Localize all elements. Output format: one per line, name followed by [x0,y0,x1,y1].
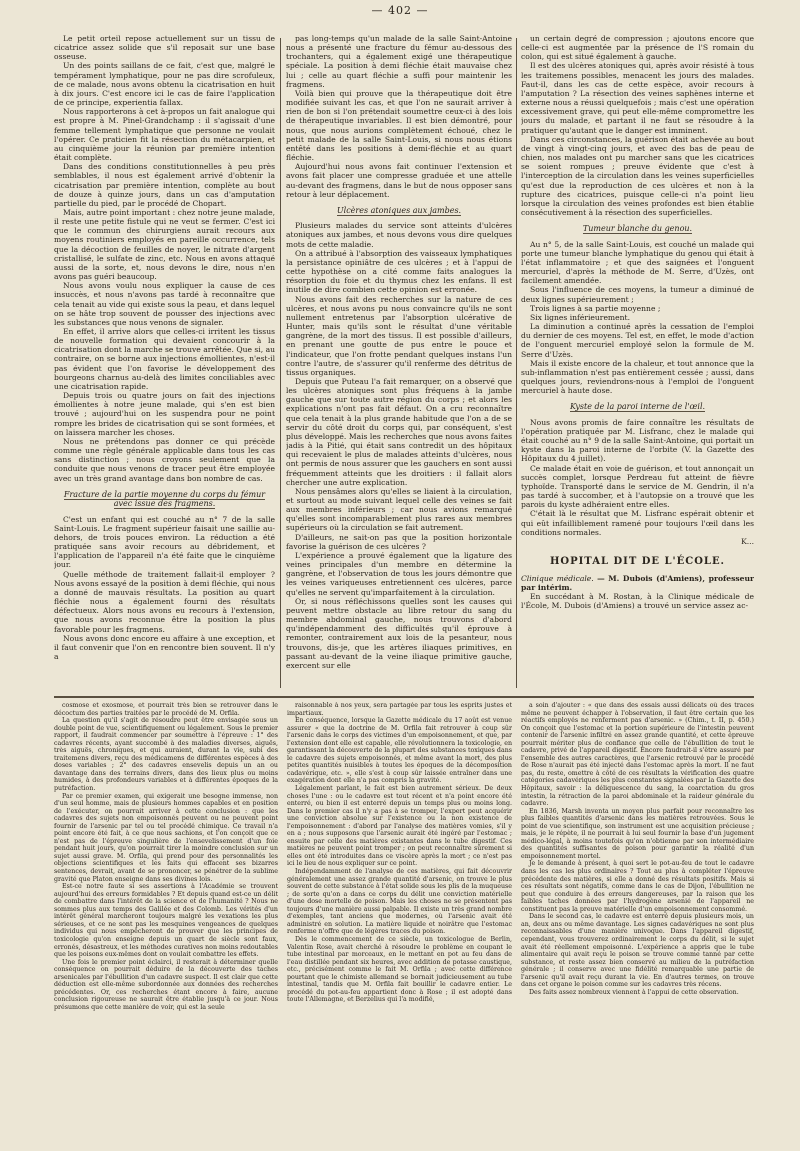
col1b-paragraphs [54,515,275,662]
paragraph: a soin d'ajouter : « que dans des essais aussi délicats où des traces même ne peuvent échapper à l'observation, il faut être certain que les réactifs employés ne renferment pas d'arsenic. » (Chim., t. II, p. 450.) On conçoit que l'estomac et la portion supérieure de l'intestin peuvent contenir de l'arsenic infiltré en assez grande quantité, et cette épreuve pourrait mériter plus de confiance que celle de l'ébullition de tout le cadavre, privé de l'appareil digestif. Encore faudrait-il s'être assuré par l'ensemble des autres caractères, que l'arsenic retrouvé par le procédé de Rose n'aurait pas été injecté dans l'estomac après la mort. Il ne faut pas, du reste, omettre à côté de ces résultats la vérification des quatre catégories cadavériques les plus constantes signalées par la Gazette des Hôpitaux, savoir : la déliquescence du sang, la coarctation du gros intestin, la rétraction de la paroi abdominale et la raideur générale du cadavre. [521,702,754,808]
bottom-column-3 [521,702,754,1144]
paragraph: Je le demande à présent, à quoi sert le pot-au-feu de tout le cadavre dans les cas les plus ordinaires ? Tout au plus à compléter l'épreuve précédente des matières, si elle a donné des résultats positifs. Mais si ces résultats sont négatifs, comme dans le cas de Dijon, l'ébullition ne peut que conduire à des erreurs dangereuses, par la raison que les faibles taches données par l'hydrogène arsenié de l'appareil ne constituent pas la preuve matérielle d'un empoisonnement consommé. [521,860,754,913]
paragraph: En succédant à M. Rostan, à la Clinique médicale de l'École, M. Dubois (d'Amiens) a trouvé un service assez ac- [521,592,754,611]
clinique-lead [521,574,754,592]
paragraph: En 1836, Marsh inventa un moyen plus parfait pour reconnaître les plus faibles quantités d'arsenic dans les matières retrouvées. Sous le point de vue scientifique, son instrument est une acquisition précieuse ; mais, je le répète, il ne pourrait à lui seul fournir la base d'un jugement médico-légal, à moins toutefois qu'on n'obtienne par son intermédiaire des quantités suffisantes de poison pour garantir la réalité d'un empoisonnement mortel. [521,807,754,860]
column-divider [516,38,517,688]
paragraph: Nous rapporterons à cet à-propos un fait analogue qui est propre à M. Pinel-Grandchamp : il s'agissait d'une femme tellement lymphatique que personne ne voulait l'opérer. Ce praticien fit la résection du métacarpien, et au cinquième jour la réunion par première intention était complète. [54,107,275,163]
paragraph: Depuis que Puteau l'a fait remarquer, on a observé que les ulcères atoniques sont plus fréquens à la jambe gauche que sur toute autre région du corps ; et alors les explications n'ont pas fait défaut. On a cru reconnaître que cela tenait à la plus grande habitude que l'on a de se servir du côté droit du corps qui, par conséquent, s'est plus développé. Mais les recherches que nous avons faites jadis à la Pitié, qui était sans contredit un des hôpitaux qui recevaient le plus de malades atteints d'ulcères, nous ont permis de nous assurer que les gauchers en sont aussi fréquemment atteints que les droitiers : il fallait alors chercher une autre explication. [286,376,512,487]
paragraph: Le petit orteil repose actuellement sur un tissu de cicatrice assez solide que s'il reposait sur une base osseuse. [54,34,275,62]
bottom-col2-paragraphs [287,702,512,1004]
paragraph: On a attribué à l'absorption des vaisseaux lymphatiques la persistance opiniâtre de ces ulcères ; et à l'appui de cette hypothèse on a cité comme faits analogues la résorption du foie et du thymus chez les enfans. Il est inutile de dire combien cette opinion est erronée. [286,248,512,295]
paragraph: Dans ces circonstances, la guérison était achevée au bout de vingt à vingt-cinq jours, et avec des bas de peau de chien, nos malades ont pu marcher sans que les cicatrices se soient rompues ; preuve évidente que c'est à l'interception de la circulation dans les veines superficielles qu'est due la reproduction de ces ulcères et non à la rupture des cicatrices, puisque celle-ci n'a point lieu lorsque la circulation des veines profondes est bien établie consécutivement à la résection des superficielles. [521,134,754,217]
paragraph: Il est des ulcères atoniques qui, après avoir résisté à tous les traitemens possibles, menacent les jours des malades. Faut-il, dans les cas de cette espèce, avoir recours à l'amputation ? La résection des veines saphènes interne et externe nous a réussi quelquefois ; mais c'est une opération excessivement grave, qui peut elle-même compromettre les jours du malade, et partant il ne faut se résoudre à la pratiquer qu'autant que le danger est imminent. [521,61,754,135]
col1-paragraphs [54,34,275,483]
paragraph: Nous avons fait des recherches sur la nature de ces ulcères, et nous avons pu nous convaincre qu'ils ne sont nullement entretenus par l'absorption ulcérative de Hunter, mais qu'ils sont le résultat d'une véritable gangrène, de la mort des tissus. Il est possible d'ailleurs, en prenant une goutte de pus entre le pouce et l'indicateur, que l'on frotte pendant quelques instans l'un contre l'autre, de s'assurer qu'il renferme des détritus de tissus organiques. [286,294,512,377]
paragraph: Or, si nous réfléchissons quelles sont les causes qui peuvent mettre obstacle au libre retour du sang du membre abdominal gauche, nous trouvons d'abord qu'indépendamment des difficultés qu'il éprouve à remonter, contrairement aux lois de la pesanteur, nous trouvons, dis-je, que les artères iliaques primitives, en passant au-devant de la veine iliaque primitive gauche, exercent sur elle [286,596,512,670]
paragraph: Nous avons donc encore eu affaire à une exception, et il faut convenir que l'on en rencontre bien souvent. Il n'y a [54,633,275,661]
paragraph: Une fois le premier point éclairci, il resterait à déterminer quelle conséquence on pourrait déduire de la découverte des taches arsenicales par l'ébullition d'un cadavre suspect. Il est clair que cette déduction est elle-même subordonnée aux données des recherches précédentes. Or, ces recherches étant encore à faire, aucune conclusion rigoureuse ne saurait être établie jusqu'à ce jour. Nous présumons que cette manière de voir, qui est la seule [54,958,278,1011]
paragraph: un certain degré de compression ; ajoutons encore que celle-ci est augmentée par la présence de l'S romain du colon, qui est situé également à gauche. [521,34,754,62]
bottom-col1-paragraphs [54,702,278,1011]
top-column-2 [286,34,512,690]
professor-line: — M. Dubois (d'Amiens), professeur par intérim. [521,573,754,593]
section-heading-tumeur-text: Tumeur blanche du genou. [582,224,693,234]
paragraph: La question qu'il s'agit de résoudre peut être envisagée sous un double point de vue, scientifiquement ou légalement. Sous le premier rapport, il faudrait commencer par soumettre à l'épreuve : 1° des cadavres récents, ayant succombé à des maladies diverses, aiguës, très aiguës, chroniques, et qui auraient, durant la vie, subi des traitemens divers, reçu des médicamens de différentes espèces à des doses variables ; 2° des cadavres ensevelis depuis un an ou davantage dans des terrains divers, dans des lieux plus ou moins humides, à des profondeurs variables et à différentes époques de la putréfaction. [54,717,278,793]
col3c-paragraphs [521,418,754,537]
section-heading-tumeur [521,224,754,234]
paragraph: Depuis trois ou quatre jours on fait des injections émollientes à notre jeune malade, qui s'en est bien trouvé ; aujourd'hui on les suspendra pour ne point rompre les brides de cicatrisation qui se sont formées, et on laissera marcher les choses. [54,391,275,437]
paragraph: Dans des conditions constitutionnelles à peu près semblables, il nous est également arrivé d'obtenir la cicatrisation par première intention, complète au bout de douze à quinze jours, dans un cas d'amputation partielle du pied, par le procédé de Chopart. [54,162,275,208]
paragraph: C'est un enfant qui est couché au n° 7 de la salle Saint-Louis. Le fragment supérieur faisait une saillie au-dehors, de trois pouces environ. La réduction a été pratiquée sans avoir recours au débridement, et l'application de l'appareil n'a été faite que le cinquième jour. [54,514,275,570]
section-heading-femur [54,490,275,509]
paragraph: Dès le commencement de ce siècle, un toxicologue de Berlin, Valentin Rose, avait cherché à résoudre le problème en coupant le tube intestinal par morceaux, en le mettant en pot au feu dans de l'eau distillée pendant six heures, avec addition de potasse caustique, etc., précisément comme le fait M. Orfila ; avec cette différence pourtant que le chimiste allemand se bornait judicieusement au tube intestinal, tandis que M. Orfila fait bouillir le cadavre entier. Le procédé du pot-au-feu appartient donc à Rose ; il est adopté dans toute l'Allemagne, et Berzelius qui l'a modifié, [287,935,512,1004]
paragraph: Légalement parlant, le fait est bien autrement sérieux. De deux choses l'une : ou le cadavre est tout récent et n'a point encore été enterré, ou bien il est enterré depuis un temps plus ou moins long. Dans le premier cas il n'y a pas à se tromper, l'expert peut acquérir une conviction absolue sur l'existence ou la non existence de l'empoisonnement : d'abord par l'analyse des matières vomies, s'il y en a ; nous supposons que l'arsenic aurait été ingéré par l'estomac ; ensuite par celle des matières existantes dans le tube digestif. Ces matières ne peuvent point tromper ; on peut reconnaître sûrement si elles ont été introduites dans ce viscère après la mort ; ce n'est pas ici le lieu de nous expliquer sur ce point. [287,785,512,868]
paragraph: Nous avons promis de faire connaître les résultats de l'opération pratiquée par M. Lisfranc, chez le malade qui était couché au n° 9 de la salle Saint-Antoine, qui portait un kyste dans la paroi interne de l'orbite (V. la Gazette des Hôpitaux du 4 juillet). [521,417,754,464]
top-column-1 [54,34,275,690]
col3b-paragraphs [521,240,754,396]
paragraph: Un des points saillans de ce fait, c'est que, malgré le tempérament lymphatique, pour ne pas dire scrofuleux, de ce malade, nous avons obtenu la cicatrisation en huit à dix jours. C'est encore ici le cas de faire l'application de ce principe, experientia fallax. [54,61,275,108]
paragraph: Indépendamment de l'analyse de ces matières, qui fait découvrir généralement une assez grande quantité d'arsenic, on trouve le plus souvent de cette substance à l'état solide sous les plis de la muqueuse ; de sorte qu'on a dans ce corps du délit une conviction matérielle d'une dose mortelle de poison. Mais les choses ne se présentent pas toujours d'une manière aussi palpable. Il existe un très grand nombre d'exemples, tant anciens que modernes, où l'arsenic avait été administré en solution. La matière liquide et noirâtre que l'estomac renferme n'offre que de légères traces du poison. [287,868,512,936]
bottom-column-1 [54,702,278,1144]
col3-paragraphs [521,34,754,217]
paragraph: En effet, il arrive alors que celles-ci irritent les tissus de nouvelle formation qui devaient concourir à la cicatrisation dont la marche se trouve arrêtée. Que si, au contraire, on se borne aux injections émollientes, n'est-il pas évident que l'on favorise le développement des bourgeons charnus au-delà des limites conciliables avec une cicatrisation rapide. [54,327,275,391]
top-column-3 [521,34,754,690]
paragraph: Par ce premier examen, qui exigerait une besogne immense, non d'un seul homme, mais de plusieurs hommes capables et en position de l'exécuter, on pourrait arriver à cette conclusion : que les cadavres des sujets non empoisonnés peuvent ou ne peuvent point fournir de l'arsenic par tel ou tel procédé chimique. Ce travail n'a point encore été fait, à ce que nous sachions, et l'on conçoit que ce n'est pas de l'épreuve singulière de l'ensevelissement d'un foie pendant huit jours, qu'on pourrait tirer la moindre conclusion sur un sujet aussi grave. M. Orfila, qui prend pour des personnalités les objections scientifiques et les faits qui effacent ses bizarres sentences, devrait, avant de se prononcer, se pénétrer de la sublime gravité que Platon enseigne dans ses divines lois. [54,792,278,883]
paragraph: Voilà bien qui prouve que la thérapeutique doit être modifiée suivant les cas, et que l'on ne saurait arriver à rien de bon si l'on prétendait soumettre ceux-ci à des lois de thérapeutique invariables. Il est bien démontré, pour nous, que nous aurions complètement échoué, chez le petit malade de la salle Saint-Louis, si nous nous étions entêté dans les positions à demi-fléchie et au quart fléchie. [286,88,512,163]
paragraph: La diminution a continué après la cessation de l'emploi du dernier de ces moyens. Tel est, en effet, le mode d'action de l'onguent mercuriel employé selon la formule de M. Serre d'Uzès. [521,322,754,359]
section-heading-kyste [521,402,754,412]
paragraph: Des faits assez nombreux viennent à l'appui de cette observation. [529,988,739,996]
col3d-paragraphs [521,592,754,610]
paragraph: Nous ne prétendons pas donner ce qui précède comme une règle générale applicable dans tous les cas sans distinction ; nous croyons seulement que la conduite que nous venons de tracer peut être employée avec un très grand avantage dans bon nombre de cas. [54,436,275,483]
paragraph: Nous pensâmes alors qu'elles se liaient à la circulation, et surtout au mode suivant lequel celle des veines se fait aux membres inférieurs ; car nous avions remarqué qu'elles sont incomparablement plus rares aux membres supérieurs où la circulation se fait autrement. [286,486,512,533]
col2-paragraphs [286,34,512,199]
section-heading-femur-text: Fracture de la partie moyenne du corps du fémur avec issue des fragmens. [63,489,266,509]
paragraph: C'était là le résultat que M. Lisfranc espérait obtenir et qui eût infailliblement ramené pour toujours l'œil dans les conditions normales. [521,509,754,537]
feuilleton-separator [54,696,754,698]
paragraph: Aujourd'hui nous avons fait continuer l'extension et avons fait placer une compresse graduée et une attelle au-devant des fragmens, dans le but de nous opposer sans retour à leur déplacement. [286,162,512,199]
paragraph: Nous avons voulu nous expliquer la cause de ces insuccès, et nous n'avons pas tardé à reconnaître que cela tenait au vide qui existe sous la peau, et dans lequel on se hâte trop souvent de pousser des injections avec les substances que nous venons de signaler. [54,281,275,327]
paragraph: Sous l'influence de ces moyens, la tumeur a diminué de deux lignes supérieurement ; [521,285,754,304]
paragraph: Dans le second cas, le cadavre est enterré depuis plusieurs mois, un an, deux ans ou même davantage. Les signes cadavériques ne sont plus reconnaissables d'une manière univoque. Dans l'appareil digestif, cependant, vous trouverez ordinairement le corps du délit, si le sujet avait été réellement empoisonné. L'expérience a appris que le tube alimentaire qui avait reçu le poison se trouve comme tanné par cette substance, et reste assez bien conservé au milieu de la putréfaction générale ; il conserve avec une fidélité remarquable une partie de l'arsenic qu'il avait reçu durant la vie. En d'autres termes, on trouve dans cet organe le poison comme sur les cadavres très récens. [521,913,754,989]
paragraph: Plusieurs malades du service sont atteints d'ulcères atoniques aux jambes, et nous devons vous dire quelques mots de cette maladie. [286,221,512,249]
paragraph: Mais il existe encore de la chaleur, et tout annonce que la sub-inflammation n'est pas entièrement cessée ; aussi, dans quelques jours, reviendrons-nous à l'emploi de l'onguent mercuriel à haute dose. [521,358,754,396]
paragraph: Mais, autre point important : chez notre jeune malade, il reste une petite fistule qui ne veut se fermer. C'est ici que le commun des chirurgiens aurait recours aux moyens routiniers employés en pareille occurrence, tels que la décoction de feuilles de noyer, le nitrate d'argent cristallisé, le sulfate de zinc, etc. Nous en avons attaqué aussi de la sorte, et, nous devons le dire, nous n'en avons pas guéri beaucoup. [54,207,275,282]
section-heading-ulcers [286,206,512,216]
clinique-label: Clinique médicale. [521,573,594,583]
paragraph: pas long-temps qu'un malade de la salle Saint-Antoine nous a présenté une fracture du fémur au-dessous des trochanters, qui a également exigé une thérapeutique spéciale. La position à demi fléchie était mauvaise chez lui ; celle au quart fléchie a suffi pour maintenir les fragmens. [286,34,512,89]
paragraph: L'expérience a prouvé également que la ligature des veines principales d'un membre en détermine la gangrène, et l'observation de tous les jours démontre que les veines variqueuses entretiennent ces ulcères, parce qu'elles ne servent qu'imparfaitement à la circulation. [286,550,512,597]
paragraph: raisonnable à nos yeux, sera partagée par tous les esprits justes et impartiaux. [287,702,512,717]
section-heading-kyste-text: Kyste de la paroi interne de l'œil. [569,402,706,412]
paragraph: Trois lignes à sa partie moyenne ; [530,303,661,313]
paragraph: En conséquence, lorsque la Gazette médicale du 17 août est venue assurer « que la doctrine de M. Orfila fait retrouver à coup sûr l'arsenic dans le corps des victimes d'un empoisonnement, et que, par l'extension dont elle est capable, elle révolutionnera la toxicologie, en garantissant la découverte de la plupart des substances toxiques dans le cadavre des sujets empoisonnés, et même avant la mort, des plus petites quantités nuisibles à toutes les époques de la décomposition cadavérique, etc. », elle s'est à coup sûr laissée entraîner dans une exagération dont elle n'a pas compris la gravité. [287,717,512,785]
signature: K... [741,536,754,546]
bottom-col3-paragraphs [521,702,754,996]
paragraph: Au n° 5, de la salle Saint-Louis, est couché un malade qui porte une tumeur blanche lymphatique du genou qui était à l'état inflammatoire ; et que des saignées et l'onguent mercuriel, d'après la méthode de M. Serre, d'Uzès, ont facilement amendée. [521,239,754,286]
paragraph: Six lignes inférieurement. [530,312,630,322]
paragraph: Ce malade était en voie de guérison, et tout annonçait un succès complet, lorsque Perdreau fut atteint de fièvre typhoïde. Transporté dans le service de M. Gendrin, il n'a pas tardé à succomber, et à l'autopsie on a trouvé que les parois du kyste adhéraient entre elles. [521,463,754,510]
column-divider [280,38,281,688]
page-number: — 402 — [371,4,429,17]
section-heading-ulcers-text: Ulcères atoniques aux jambes. [336,205,462,215]
col2b-paragraphs [286,221,512,670]
hospital-heading: HOPITAL DIT DE L'ÉCOLE. [549,555,726,567]
paragraph: Est-ce notre faute si ses assertions à l'Académie se trouvent aujourd'hui des erreurs formidables ? Et depuis quand est-ce un délit de combattre dans l'intérêt de la science et de l'humanité ? Nous ne sommes plus aux temps des Galilée et des Colomb. Les vérités d'un intérêt général marcheront toujours malgré les vexations les plus sérieuses, et ce ne sont pas les mesquines vengeances de quelques individus qui nous empêcheront de prouver que les principes de toxicologie qu'on enseigne depuis un quart de siècle sont faux, erronés, désastreux, et les méthodes curatives non moins redoutables que les poisons eux-mêmes dont on voulait combattre les effets. [54,883,278,959]
paragraph: Quelle méthode de traitement fallait-il employer ? Nous avons essayé de la position à demi fléchie, qui nous a donné de mauvais résultats. La position au quart fléchie nous a également fourni des résultats défectueux. Alors nous avons eu recours à l'extension, que nous avons reconnue être la position la plus favorable pour les fragmens. [54,569,275,634]
paragraph: D'ailleurs, ne sait-on pas que la position horizontale favorise la guérison de ces ulcères ? [286,532,512,551]
bottom-column-2 [287,702,512,1144]
paragraph: cosmose et exosmose, et pourrait très bien se retrouver dans le décoctum des parties traitées par le procédé de M. Orfila. [54,702,278,717]
